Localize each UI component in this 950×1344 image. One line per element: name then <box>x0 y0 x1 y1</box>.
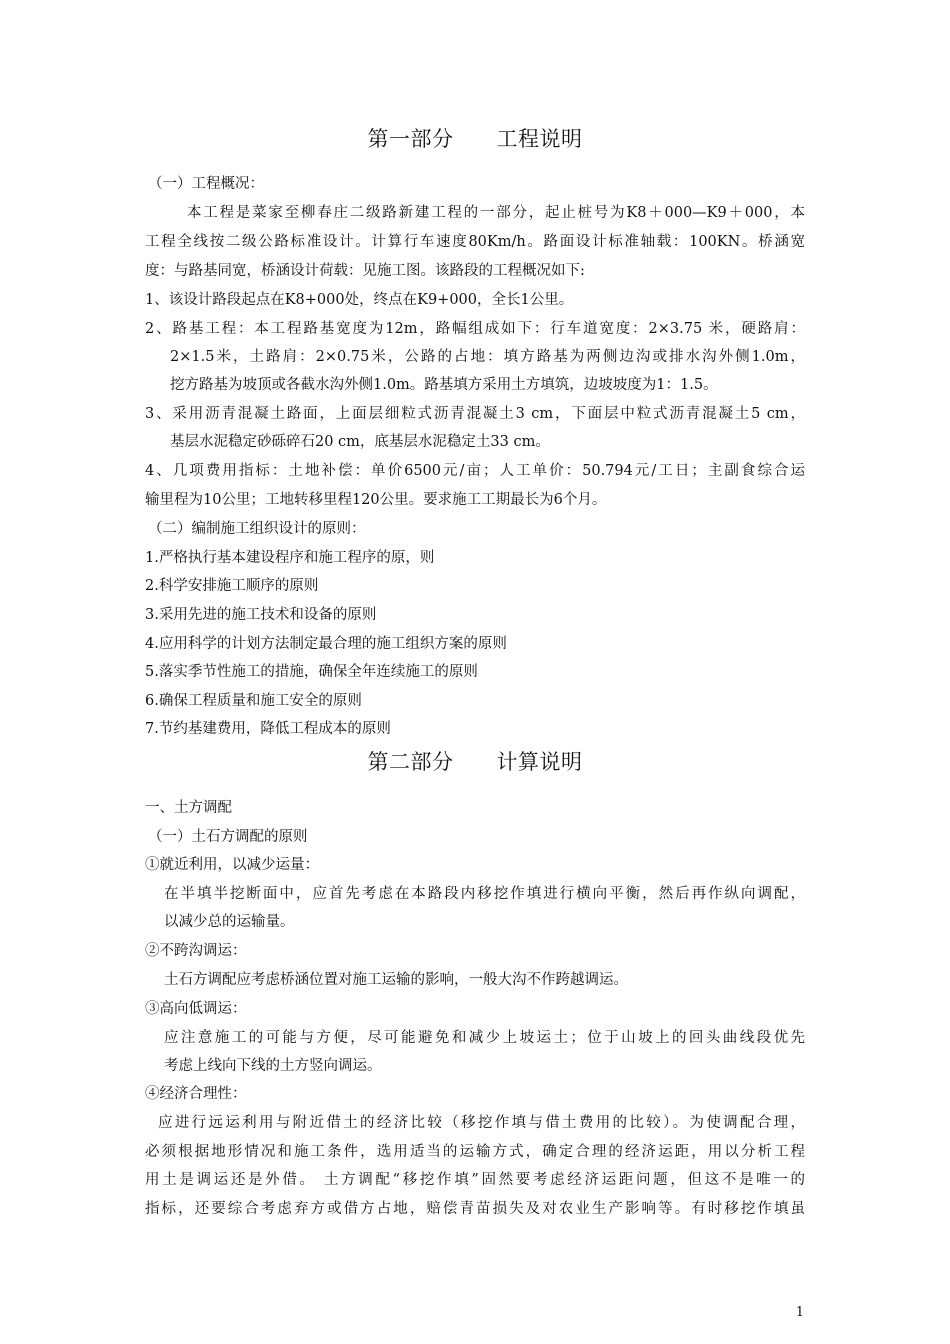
principle-2: 2.科学安排施工顺序的原则 <box>145 578 319 594</box>
para1-line3: 度：与路基同宽，桥涵设计荷载：见施工图。该路段的工程概况如下: <box>145 263 585 279</box>
rule3-line2: 考虑上线向下线的土方竖向调运。 <box>164 1058 382 1074</box>
principle-3: 3.采用先进的施工技术和设备的原则 <box>145 607 377 623</box>
para1-line1: 本工程是菜家至柳春庄二级路新建工程的一部分，起止桩号为K8＋000—K9＋000，本 <box>187 205 805 221</box>
rule4-heading: ④经济合理性： <box>145 1086 247 1102</box>
sec2-heading: （二）编制施工组织设计的原则： <box>148 521 366 537</box>
principle-7: 7.节约基建费用，降低工程成本的原则 <box>145 721 391 737</box>
rule4-line4: 指标，还要综合考虑弃方或借方占地，赔偿青苗损失及对农业生产影响等。有时移挖作填虽 <box>145 1201 805 1217</box>
rule1-line1: 在半填半挖断面中，应首先考虑在本路段内移挖作填进行横向平衡，然后再作纵向调配， <box>164 886 805 902</box>
part1-title: 第一部分 工程说明 <box>367 127 583 151</box>
rule4-line3: 用土是调运还是外借。 土方调配“移挖作填”固然要考虑经济运距问题，但这不是唯一的 <box>145 1172 805 1188</box>
page-number: 1 <box>795 1305 804 1320</box>
rule1-heading: ①就近利用，以减少运量： <box>145 857 319 873</box>
part2-sub1: 一、土方调配 <box>145 800 232 816</box>
sec1-heading: （一）工程概况： <box>148 176 264 192</box>
item2-line2: 2×1.5米，土路肩：2×0.75米，公路的占地：填方路基为两侧边沟或排水沟外侧1.0m， <box>170 349 805 365</box>
item3-line1: 3、采用沥青混凝土路面，上面层细粒式沥青混凝土3 cm，下面层中粒式沥青混凝土5 cm， <box>145 406 805 422</box>
item3-line2: 基层水泥稳定砂砾碎石20 cm，底基层水泥稳定土33 cm。 <box>170 434 550 450</box>
rule3-line1: 应注意施工的可能与方便，尽可能避免和减少上坡运土；位于山坡上的回头曲线段优先 <box>164 1030 805 1046</box>
part2-sub2: （一）土石方调配的原则 <box>148 829 308 845</box>
principle-4: 4.应用科学的计划方法制定最合理的施工组织方案的原则 <box>145 636 507 652</box>
rule4-line1: 应进行远运利用与附近借土的经济比较（移挖作填与借土费用的比较）。为使调配合理， <box>158 1115 805 1131</box>
rule2-heading: ②不跨沟调运： <box>145 943 247 959</box>
item2-line3: 挖方路基为坡顶或各截水沟外侧1.0m。路基填方采用土方填筑，边坡坡度为1：1.5。 <box>170 377 718 393</box>
rule3-heading: ③高向低调运： <box>145 1001 247 1017</box>
rule4-line2: 必须根据地形情况和施工条件，选用适当的运输方式，确定合理的经济运距，用以分析工程 <box>145 1144 805 1160</box>
rule1-line2: 以减少总的运输量。 <box>164 914 295 930</box>
principle-6: 6.确保工程质量和施工安全的原则 <box>145 693 362 709</box>
item4-line1: 4、几项费用指标：土地补偿：单价6500元/亩；人工单价：50.794元/工日；主副食综合运 <box>145 463 805 479</box>
principle-1: 1.严格执行基本建设程序和施工程序的原，则 <box>145 550 435 566</box>
item2-line1: 2、路基工程：本工程路基宽度为12m，路幅组成如下：行车道宽度：2×3.75 米，硬路肩： <box>145 321 805 337</box>
principle-5: 5.落实季节性施工的措施，确保全年连续施工的原则 <box>145 664 478 680</box>
item4-line2: 输里程为10公里；工地转移里程120公里。要求施工工期最长为6个月。 <box>145 492 607 508</box>
rule2-line1: 土石方调配应考虑桥涵位置对施工运输的影响，一般大沟不作跨越调运。 <box>164 972 628 988</box>
part2-title: 第二部分 计算说明 <box>367 750 583 774</box>
item1: 1、该设计路段起点在K8+000处，终点在K9+000，全长1公里。 <box>145 292 574 308</box>
para1-line2: 工程全线按二级公路标准设计。计算行车速度80Km/h。路面设计标准轴载：100KN。桥涵宽 <box>145 234 805 250</box>
